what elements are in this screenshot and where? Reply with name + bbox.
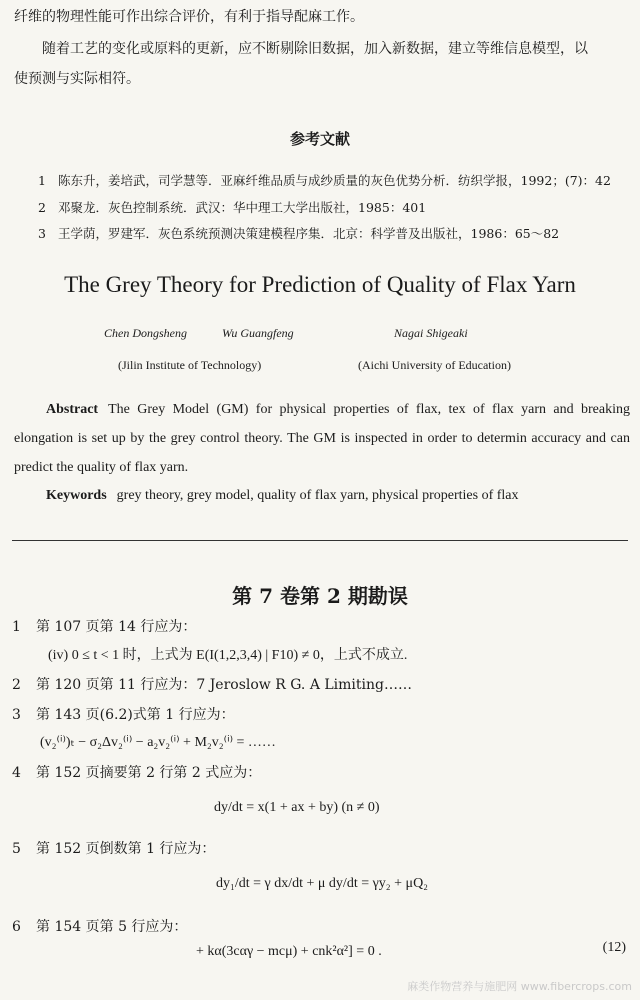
errata-text: 第 143 页(6.2)式第 1 行应为：: [36, 707, 235, 723]
intro-line-1: 纤维的物理性能可作出综合评价，有利于指导配麻工作。: [14, 9, 364, 25]
reference-item: [38, 224, 559, 242]
reference-item: [38, 198, 426, 216]
reference-text: 邓聚龙．灰色控制系统．武汉：华中理工大学出版社，1985：401: [58, 200, 427, 215]
intro-line-2: 随着工艺的变化或原料的更新，应不断剔除旧数据，加入新数据，建立等维信息模型，以: [42, 41, 588, 57]
abstract-text: The Grey Model (GM) for physical properties of flax, tex of flax yarn and breaking elongation is set up by the grey control theory. The GM is inspected in order to determin accuracy and can predict the quality of flax yarn.: [14, 402, 630, 475]
author-name: Nagai Shigeaki: [394, 326, 468, 340]
affiliation: (Aichi University of Education): [358, 358, 511, 372]
section-divider: [12, 540, 628, 541]
errata-text: 第 120 页第 11 行应为：7 Jeroslow R G. A Limiting……: [36, 677, 412, 693]
affiliation: (Jilin Institute of Technology): [118, 358, 262, 372]
errata-item: [12, 674, 412, 694]
errata-number: 6: [12, 919, 21, 935]
errata-item: [12, 762, 261, 782]
watermark-text: 麻类作物营养与施肥网 www.fibercrops.com: [407, 980, 632, 993]
errata-formula: + kα(3cαγ − mcμ) + cnk²α²] = 0 .: [196, 944, 382, 959]
keywords-text: grey theory, grey model, quality of flax yarn, physical properties of flax: [116, 488, 519, 503]
abstract-paragraph: [14, 395, 630, 482]
reference-number: 2: [38, 200, 46, 215]
errata-item: [12, 838, 215, 858]
english-title: The Grey Theory for Prediction of Quality of Flax Yarn: [64, 272, 576, 297]
errata-text: 第 154 页第 5 行应为：: [36, 919, 188, 935]
errata-number: 1: [12, 619, 21, 635]
intro-line-3: 使预测与实际相符。: [14, 71, 140, 87]
reference-text: 陈东升，姜培武，司学慧等．亚麻纤维品质与成纱质量的灰色优势分析．纺织学报，1992；(7)：42: [58, 173, 611, 188]
reference-number: 3: [38, 226, 46, 241]
errata-item: [12, 916, 187, 936]
errata-number: 2: [12, 677, 21, 693]
author-name: Wu Guangfeng: [222, 326, 294, 340]
errata-number: 4: [12, 765, 21, 781]
reference-number: 1: [38, 173, 46, 188]
references-title: 参考文献: [289, 130, 350, 148]
errata-formula: (v₂⁽ⁱ⁾)ₜ − σ₂Δv₂⁽ⁱ⁾ − a₂v₂⁽ⁱ⁾ + M₂v₂⁽ⁱ⁾ = ……: [40, 735, 276, 750]
reference-text: 王学荫，罗建军．灰色系统预测决策建模程序集．北京：科学普及出版社，1986：65～82: [58, 226, 560, 241]
errata-title: 第 7 卷第 2 期勘误: [232, 584, 408, 608]
author-name: Chen Dongsheng: [104, 326, 187, 340]
reference-item: [38, 171, 611, 189]
errata-item: [12, 616, 196, 636]
errata-formula: dy/dt = x(1 + ax + by) (n ≠ 0): [214, 800, 380, 815]
errata-formula: (iv) 0 ≤ t < 1 时，上式为 E(I(1,2,3,4) | F10) ≠ 0，上式不成立.: [48, 648, 408, 663]
errata-formula: dy₁/dt = γ dx/dt + μ dy/dt = γy₂ + μQ₂: [216, 876, 429, 891]
page-number: (12): [602, 940, 626, 955]
errata-text: 第 107 页第 14 行应为：: [36, 619, 197, 635]
errata-number: 5: [12, 841, 21, 857]
errata-text: 第 152 页摘要第 2 行第 2 式应为：: [36, 765, 262, 781]
errata-text: 第 152 页倒数第 1 行应为：: [36, 841, 216, 857]
keywords-label: Keywords: [46, 488, 107, 503]
errata-number: 3: [12, 707, 21, 723]
abstract-label: Abstract: [46, 402, 99, 417]
keywords-paragraph: [14, 481, 630, 510]
errata-item: [12, 704, 235, 724]
